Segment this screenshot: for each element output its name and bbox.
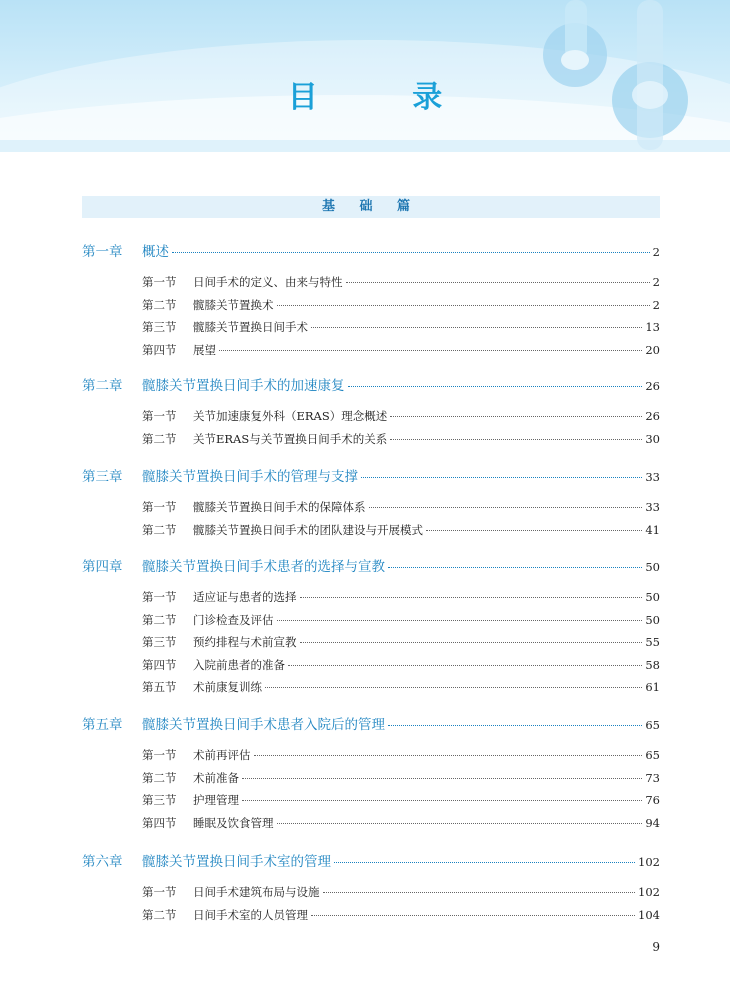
section-number: 第五节 xyxy=(142,680,177,694)
section-title: 术前康复训练 xyxy=(193,680,262,694)
section-number: 第二节 xyxy=(142,297,177,312)
toc-chapter-entry[interactable] xyxy=(82,465,660,485)
section-title: 关节加速康复外科（ERAS）理念概述 xyxy=(193,409,388,423)
section-page: 41 xyxy=(645,522,660,537)
section-title: 髋膝关节置换日间手术 xyxy=(193,320,308,334)
page-title: 目 录 xyxy=(287,80,485,115)
toc-section-entry[interactable] xyxy=(142,408,660,428)
section-page: 50 xyxy=(645,612,660,627)
section-title: 展望 xyxy=(193,342,216,357)
dot-leader xyxy=(323,892,636,893)
section-title: 适应证与患者的选择 xyxy=(193,590,297,604)
chapter-page: 65 xyxy=(645,718,660,732)
dot-leader xyxy=(277,823,643,824)
chapter-page: 2 xyxy=(652,245,660,259)
section-page: 33 xyxy=(645,500,660,514)
toc-section-entry[interactable] xyxy=(142,522,660,542)
dot-leader xyxy=(288,665,642,666)
dot-leader xyxy=(390,416,642,417)
chapter-title: 髋膝关节置换日间手术的管理与支撑 xyxy=(142,469,358,485)
dot-leader xyxy=(277,620,643,621)
dot-leader xyxy=(254,755,643,756)
section-number: 第三节 xyxy=(142,320,177,334)
toc-section-entry[interactable] xyxy=(142,297,660,317)
toc-chapter-entry[interactable] xyxy=(82,555,660,575)
toc-section-entry[interactable] xyxy=(142,431,660,451)
chapter-title: 髋膝关节置换日间手术患者的选择与宣教 xyxy=(142,559,385,575)
section-title: 髋膝关节置换术 xyxy=(193,297,274,312)
dot-leader xyxy=(388,725,642,726)
dot-leader xyxy=(172,252,650,253)
dot-leader xyxy=(348,386,643,387)
dot-leader xyxy=(346,282,650,283)
toc-section-entry[interactable] xyxy=(142,342,660,362)
toc-section-entry[interactable] xyxy=(142,907,660,927)
dot-leader xyxy=(242,800,642,801)
dot-leader xyxy=(388,567,642,568)
dot-leader xyxy=(300,597,643,598)
dot-leader xyxy=(369,507,643,508)
toc-chapter-entry[interactable] xyxy=(82,240,660,260)
toc-section-entry[interactable] xyxy=(142,274,660,294)
section-page: 58 xyxy=(645,657,660,672)
toc-section-entry[interactable] xyxy=(142,792,660,812)
section-title: 日间手术室的人员管理 xyxy=(193,907,308,922)
section-number: 第一节 xyxy=(142,590,177,604)
section-number: 第三节 xyxy=(142,793,177,807)
section-page: 61 xyxy=(645,680,660,694)
section-title: 日间手术的定义、由来与特性 xyxy=(193,275,343,289)
toc-section-entry[interactable] xyxy=(142,884,660,904)
chapter-number: 第三章 xyxy=(82,469,123,485)
section-page: 20 xyxy=(645,342,660,357)
page-number: 9 xyxy=(652,940,660,954)
dot-leader xyxy=(311,327,642,328)
chapter-page: 50 xyxy=(645,560,660,574)
section-number: 第一节 xyxy=(142,409,177,423)
section-number: 第三节 xyxy=(142,635,177,649)
section-page: 26 xyxy=(645,409,660,423)
section-page: 102 xyxy=(638,885,660,899)
section-title: 术前准备 xyxy=(193,770,239,785)
section-title: 门诊检查及评估 xyxy=(193,612,274,627)
section-page: 104 xyxy=(638,907,660,922)
section-page: 30 xyxy=(645,431,660,446)
section-title: 预约排程与术前宣教 xyxy=(193,635,297,649)
toc-chapter-entry[interactable] xyxy=(82,713,660,733)
toc-chapter-entry[interactable] xyxy=(82,374,660,394)
dot-leader xyxy=(311,915,635,916)
section-page: 2 xyxy=(652,297,660,312)
section-number: 第二节 xyxy=(142,431,177,446)
chapter-page: 33 xyxy=(645,470,660,484)
section-number: 第四节 xyxy=(142,342,177,357)
section-number: 第一节 xyxy=(142,748,177,762)
chapter-page: 26 xyxy=(645,379,660,393)
toc-section-entry[interactable] xyxy=(142,657,660,677)
section-page: 2 xyxy=(652,275,660,289)
toc-section-entry[interactable] xyxy=(142,499,660,519)
section-title: 髋膝关节置换日间手术的保障体系 xyxy=(193,500,366,514)
dot-leader xyxy=(265,687,642,688)
dot-leader xyxy=(242,778,642,779)
section-number: 第二节 xyxy=(142,770,177,785)
section-title: 术前再评估 xyxy=(193,748,251,762)
chapter-title: 髋膝关节置换日间手术的加速康复 xyxy=(142,378,345,394)
dot-leader xyxy=(277,305,650,306)
toc-section-entry[interactable] xyxy=(142,747,660,767)
chapter-title: 髋膝关节置换日间手术室的管理 xyxy=(142,854,331,870)
section-number: 第一节 xyxy=(142,885,177,899)
section-title: 日间手术建筑布局与设施 xyxy=(193,885,320,899)
section-title: 关节ERAS与关节置换日间手术的关系 xyxy=(193,431,388,446)
chapter-title: 髋膝关节置换日间手术患者入院后的管理 xyxy=(142,717,385,733)
toc-section-entry[interactable] xyxy=(142,612,660,632)
dot-leader xyxy=(361,477,642,478)
section-number: 第二节 xyxy=(142,612,177,627)
section-title: 护理管理 xyxy=(193,793,239,807)
toc-section-entry[interactable] xyxy=(142,770,660,790)
dot-leader xyxy=(334,862,635,863)
section-page: 73 xyxy=(645,770,660,785)
chapter-number: 第五章 xyxy=(82,717,123,733)
section-title: 髋膝关节置换日间手术的团队建设与开展模式 xyxy=(193,522,423,537)
toc-section-entry[interactable] xyxy=(142,319,660,339)
section-number: 第二节 xyxy=(142,907,177,922)
section-number: 第二节 xyxy=(142,522,177,537)
chapter-number: 第一章 xyxy=(82,244,123,260)
toc-section-entry[interactable] xyxy=(142,679,660,699)
chapter-number: 第二章 xyxy=(82,378,123,394)
dot-leader xyxy=(390,439,642,440)
section-number: 第四节 xyxy=(142,815,177,830)
toc-section-entry[interactable] xyxy=(142,634,660,654)
section-number: 第一节 xyxy=(142,275,177,289)
chapter-number: 第六章 xyxy=(82,854,123,870)
dot-leader xyxy=(300,642,643,643)
section-title: 睡眠及饮食管理 xyxy=(193,815,274,830)
dot-leader xyxy=(219,350,642,351)
chapter-page: 102 xyxy=(638,855,660,869)
section-page: 76 xyxy=(645,793,660,807)
part-heading: 基 础 篇 xyxy=(82,196,660,218)
section-page: 94 xyxy=(645,815,660,830)
section-page: 55 xyxy=(645,635,660,649)
toc-section-entry[interactable] xyxy=(142,815,660,835)
chapter-number: 第四章 xyxy=(82,559,123,575)
toc-section-entry[interactable] xyxy=(142,589,660,609)
toc-chapter-entry[interactable] xyxy=(82,850,660,870)
section-number: 第四节 xyxy=(142,657,177,672)
chapter-title: 概述 xyxy=(142,244,169,260)
section-page: 65 xyxy=(645,748,660,762)
dot-leader xyxy=(426,530,642,531)
section-title: 入院前患者的准备 xyxy=(193,657,285,672)
section-page: 50 xyxy=(645,590,660,604)
section-number: 第一节 xyxy=(142,500,177,514)
section-page: 13 xyxy=(645,320,660,334)
